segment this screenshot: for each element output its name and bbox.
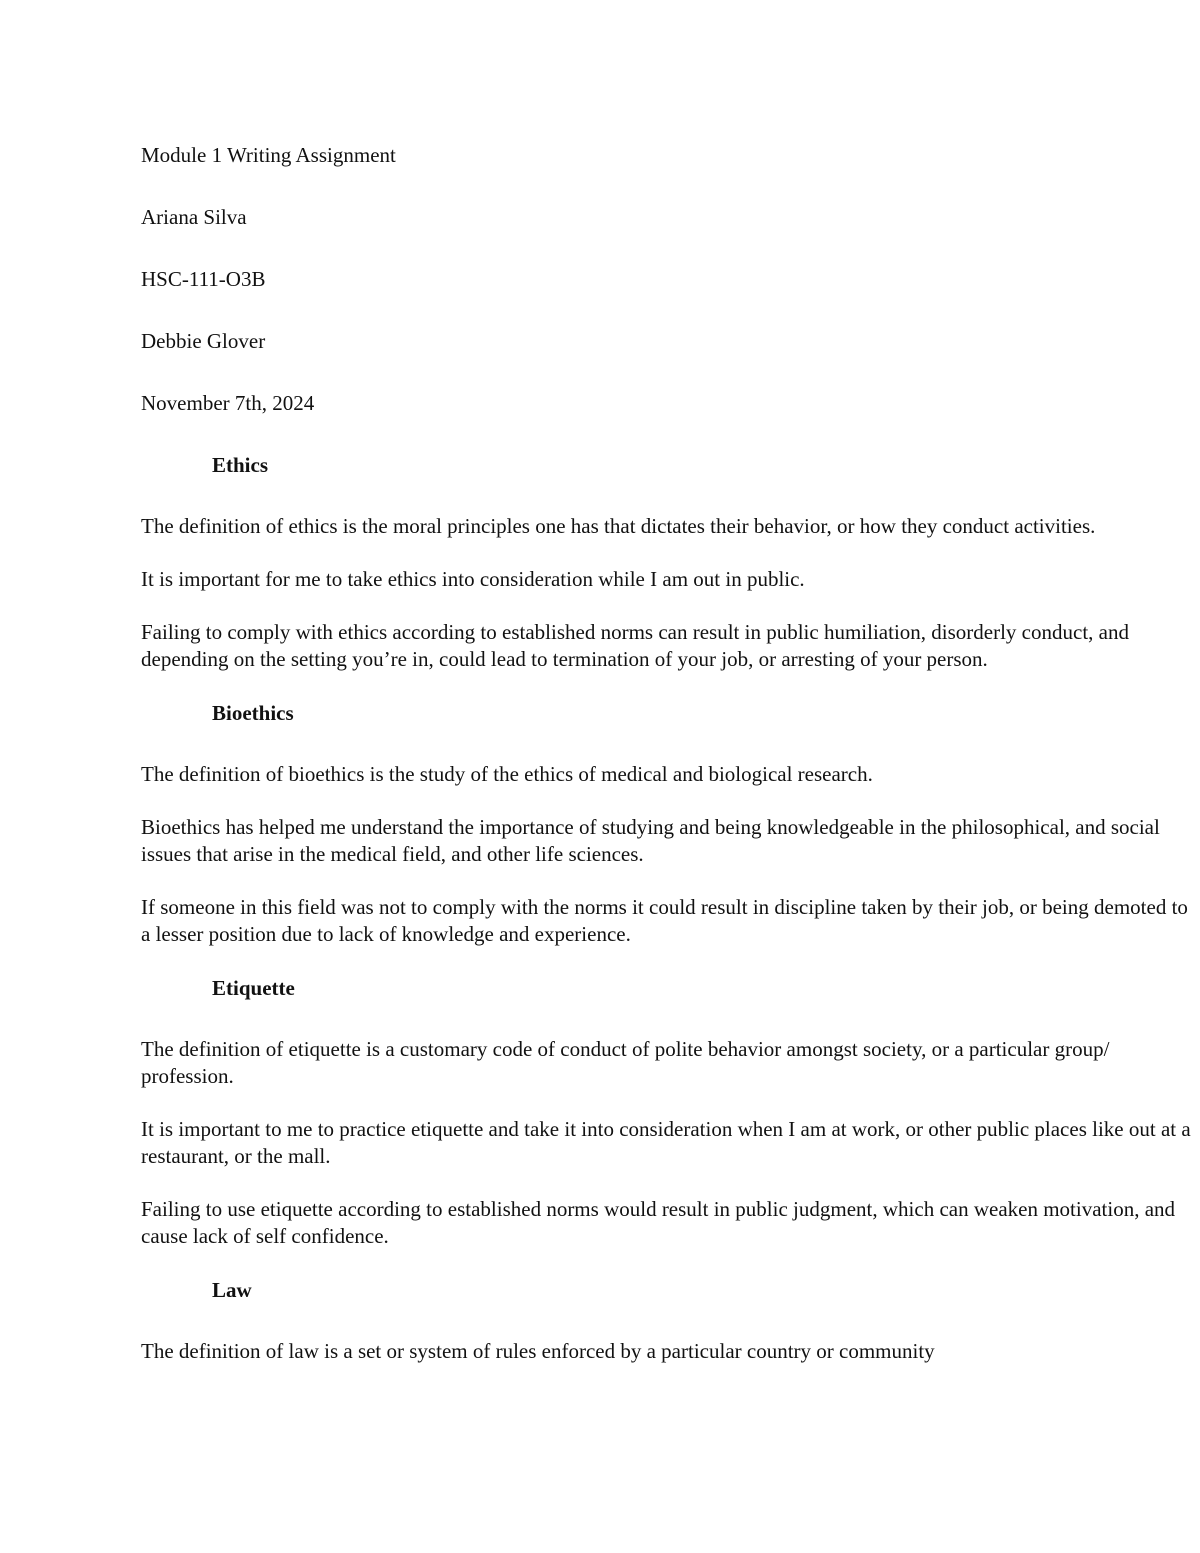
- assignment-date: November 7th, 2024: [141, 391, 315, 415]
- section-heading-law: Law: [212, 1278, 252, 1302]
- etiquette-paragraph-1: The definition of etiquette is a customary code of conduct of polite behavior amongst society, or a particular group/ profession.: [141, 1037, 1110, 1088]
- course-code: HSC-111-O3B: [141, 267, 266, 291]
- law-paragraph-1: The definition of law is a set or system of rules enforced by a particular country or community: [141, 1339, 935, 1363]
- section-heading-etiquette: Etiquette: [212, 976, 295, 1000]
- section-heading-bioethics: Bioethics: [212, 701, 294, 725]
- etiquette-paragraph-3: Failing to use etiquette according to established norms would result in public judgment, which can weaken motivation, and cause lack of self confidence.: [141, 1197, 1176, 1248]
- section-heading-ethics: Ethics: [212, 453, 269, 477]
- etiquette-paragraph-2: It is important to me to practice etiquette and take it into consideration when I am at work, or other public places like out at a restaurant, or the mall.: [141, 1117, 1191, 1168]
- document-body: [141, 141, 1191, 1391]
- ethics-paragraph-1: The definition of ethics is the moral principles one has that dictates their behavior, or how they conduct activities.: [141, 514, 1096, 538]
- assignment-title: Module 1 Writing Assignment: [141, 143, 396, 167]
- instructor-name: Debbie Glover: [141, 329, 266, 353]
- bioethics-paragraph-3: If someone in this field was not to comply with the norms it could result in discipline taken by their job, or being demoted to a lesser position due to lack of knowledge and experience.: [141, 895, 1188, 946]
- bioethics-paragraph-1: The definition of bioethics is the study of the ethics of medical and biological research.: [141, 762, 873, 786]
- ethics-paragraph-2: It is important for me to take ethics into consideration while I am out in public.: [141, 567, 805, 591]
- bioethics-paragraph-2: Bioethics has helped me understand the importance of studying and being knowledgeable in the philosophical, and social issues that arise in the medical field, and other life sciences.: [141, 815, 1160, 866]
- author-name: Ariana Silva: [141, 205, 247, 229]
- ethics-paragraph-3: Failing to comply with ethics according to established norms can result in public humiliation, disorderly conduct, and depending on the setting you’re in, could lead to termination of your job, or arresting of your person.: [141, 620, 1129, 671]
